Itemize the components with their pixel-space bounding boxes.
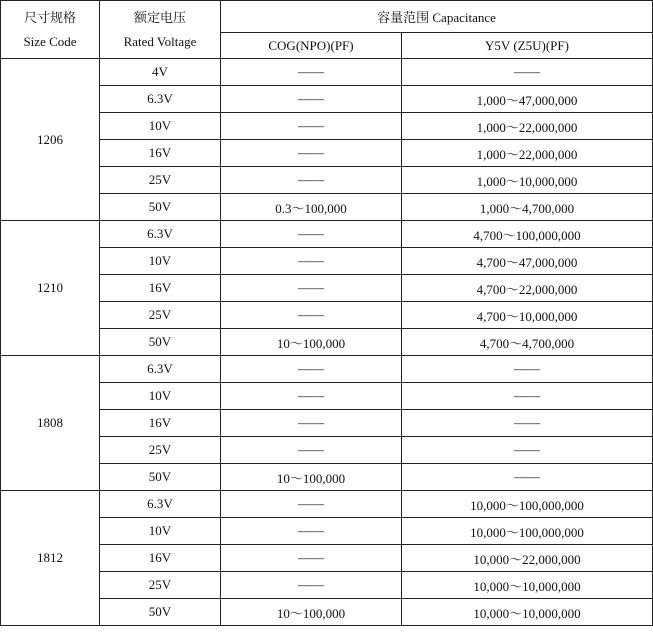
voltage-cell: 10V (100, 383, 221, 410)
cog-cell: —— (221, 86, 402, 113)
cog-cell: —— (221, 383, 402, 410)
y5v-cell: —— (402, 383, 653, 410)
cog-cell: —— (221, 221, 402, 248)
voltage-cell: 25V (100, 167, 221, 194)
voltage-cell: 6.3V (100, 86, 221, 113)
cog-cell: —— (221, 356, 402, 383)
y5v-cell: 4,700～100,000,000 (402, 221, 653, 248)
voltage-cell: 50V (100, 464, 221, 491)
y5v-cell: 1,000～10,000,000 (402, 167, 653, 194)
rated-voltage-header (100, 1, 221, 59)
voltage-cell: 25V (100, 437, 221, 464)
capacitance-header: 容量范围 Capacitance (221, 1, 653, 33)
y5v-cell: 4,700～47,000,000 (402, 248, 653, 275)
y5v-cell: 10,000～10,000,000 (402, 572, 653, 599)
y5v-cell: —— (402, 410, 653, 437)
cog-header: COG(NPO)(PF) (221, 33, 402, 59)
cog-cell: —— (221, 113, 402, 140)
voltage-cell: 16V (100, 410, 221, 437)
voltage-cell: 16V (100, 545, 221, 572)
voltage-cell: 25V (100, 302, 221, 329)
rated-voltage-header-cn: 额定电压 (133, 9, 186, 25)
voltage-cell: 25V (100, 572, 221, 599)
size-code-header-cn: 尺寸规格 (23, 9, 76, 25)
y5v-cell: 4,700～4,700,000 (402, 329, 653, 356)
cog-cell: —— (221, 437, 402, 464)
y5v-cell: —— (402, 59, 653, 86)
size-code-cell: 1206 (1, 59, 100, 221)
cog-cell: —— (221, 167, 402, 194)
cog-cell: —— (221, 410, 402, 437)
table-row (1, 491, 653, 518)
cog-cell: 10～100,000 (221, 599, 402, 626)
y5v-cell: 1,000～22,000,000 (402, 140, 653, 167)
cog-cell: 10～100,000 (221, 329, 402, 356)
cog-cell: —— (221, 275, 402, 302)
cog-cell: —— (221, 59, 402, 86)
voltage-cell: 6.3V (100, 356, 221, 383)
table-row (1, 356, 653, 383)
voltage-cell: 10V (100, 248, 221, 275)
voltage-cell: 16V (100, 140, 221, 167)
y5v-cell: 10,000～100,000,000 (402, 518, 653, 545)
voltage-cell: 10V (100, 518, 221, 545)
cog-cell: —— (221, 572, 402, 599)
y5v-cell: 10,000～100,000,000 (402, 491, 653, 518)
cog-cell: —— (221, 302, 402, 329)
y5v-cell: 10,000～10,000,000 (402, 599, 653, 626)
voltage-cell: 16V (100, 275, 221, 302)
table-row (1, 59, 653, 86)
cog-cell: —— (221, 518, 402, 545)
voltage-cell: 50V (100, 194, 221, 221)
cog-cell: 0.3～100,000 (221, 194, 402, 221)
y5v-cell: —— (402, 464, 653, 491)
cog-cell: —— (221, 545, 402, 572)
table-row (1, 221, 653, 248)
cog-cell: 10～100,000 (221, 464, 402, 491)
size-code-cell: 1808 (1, 356, 100, 491)
voltage-cell: 6.3V (100, 221, 221, 248)
voltage-cell: 10V (100, 113, 221, 140)
y5v-cell: 4,700～22,000,000 (402, 275, 653, 302)
size-code-header-en: Size Code (23, 33, 77, 49)
voltage-cell: 50V (100, 599, 221, 626)
y5v-cell: —— (402, 437, 653, 464)
y5v-cell: 1,000～4,700,000 (402, 194, 653, 221)
table-body (1, 59, 653, 626)
rated-voltage-header-en: Rated Voltage (123, 33, 197, 49)
y5v-cell: 4,700～10,000,000 (402, 302, 653, 329)
y5v-cell: 1,000～22,000,000 (402, 113, 653, 140)
y5v-cell: —— (402, 356, 653, 383)
y5v-cell: 10,000～22,000,000 (402, 545, 653, 572)
size-code-cell: 1210 (1, 221, 100, 356)
cog-cell: —— (221, 491, 402, 518)
voltage-cell: 50V (100, 329, 221, 356)
cog-cell: —— (221, 248, 402, 275)
voltage-cell: 4V (100, 59, 221, 86)
cog-cell: —— (221, 140, 402, 167)
size-code-header (1, 1, 100, 59)
voltage-cell: 6.3V (100, 491, 221, 518)
y5v-cell: 1,000～47,000,000 (402, 86, 653, 113)
y5v-header: Y5V (Z5U)(PF) (402, 33, 653, 59)
size-code-cell: 1812 (1, 491, 100, 626)
